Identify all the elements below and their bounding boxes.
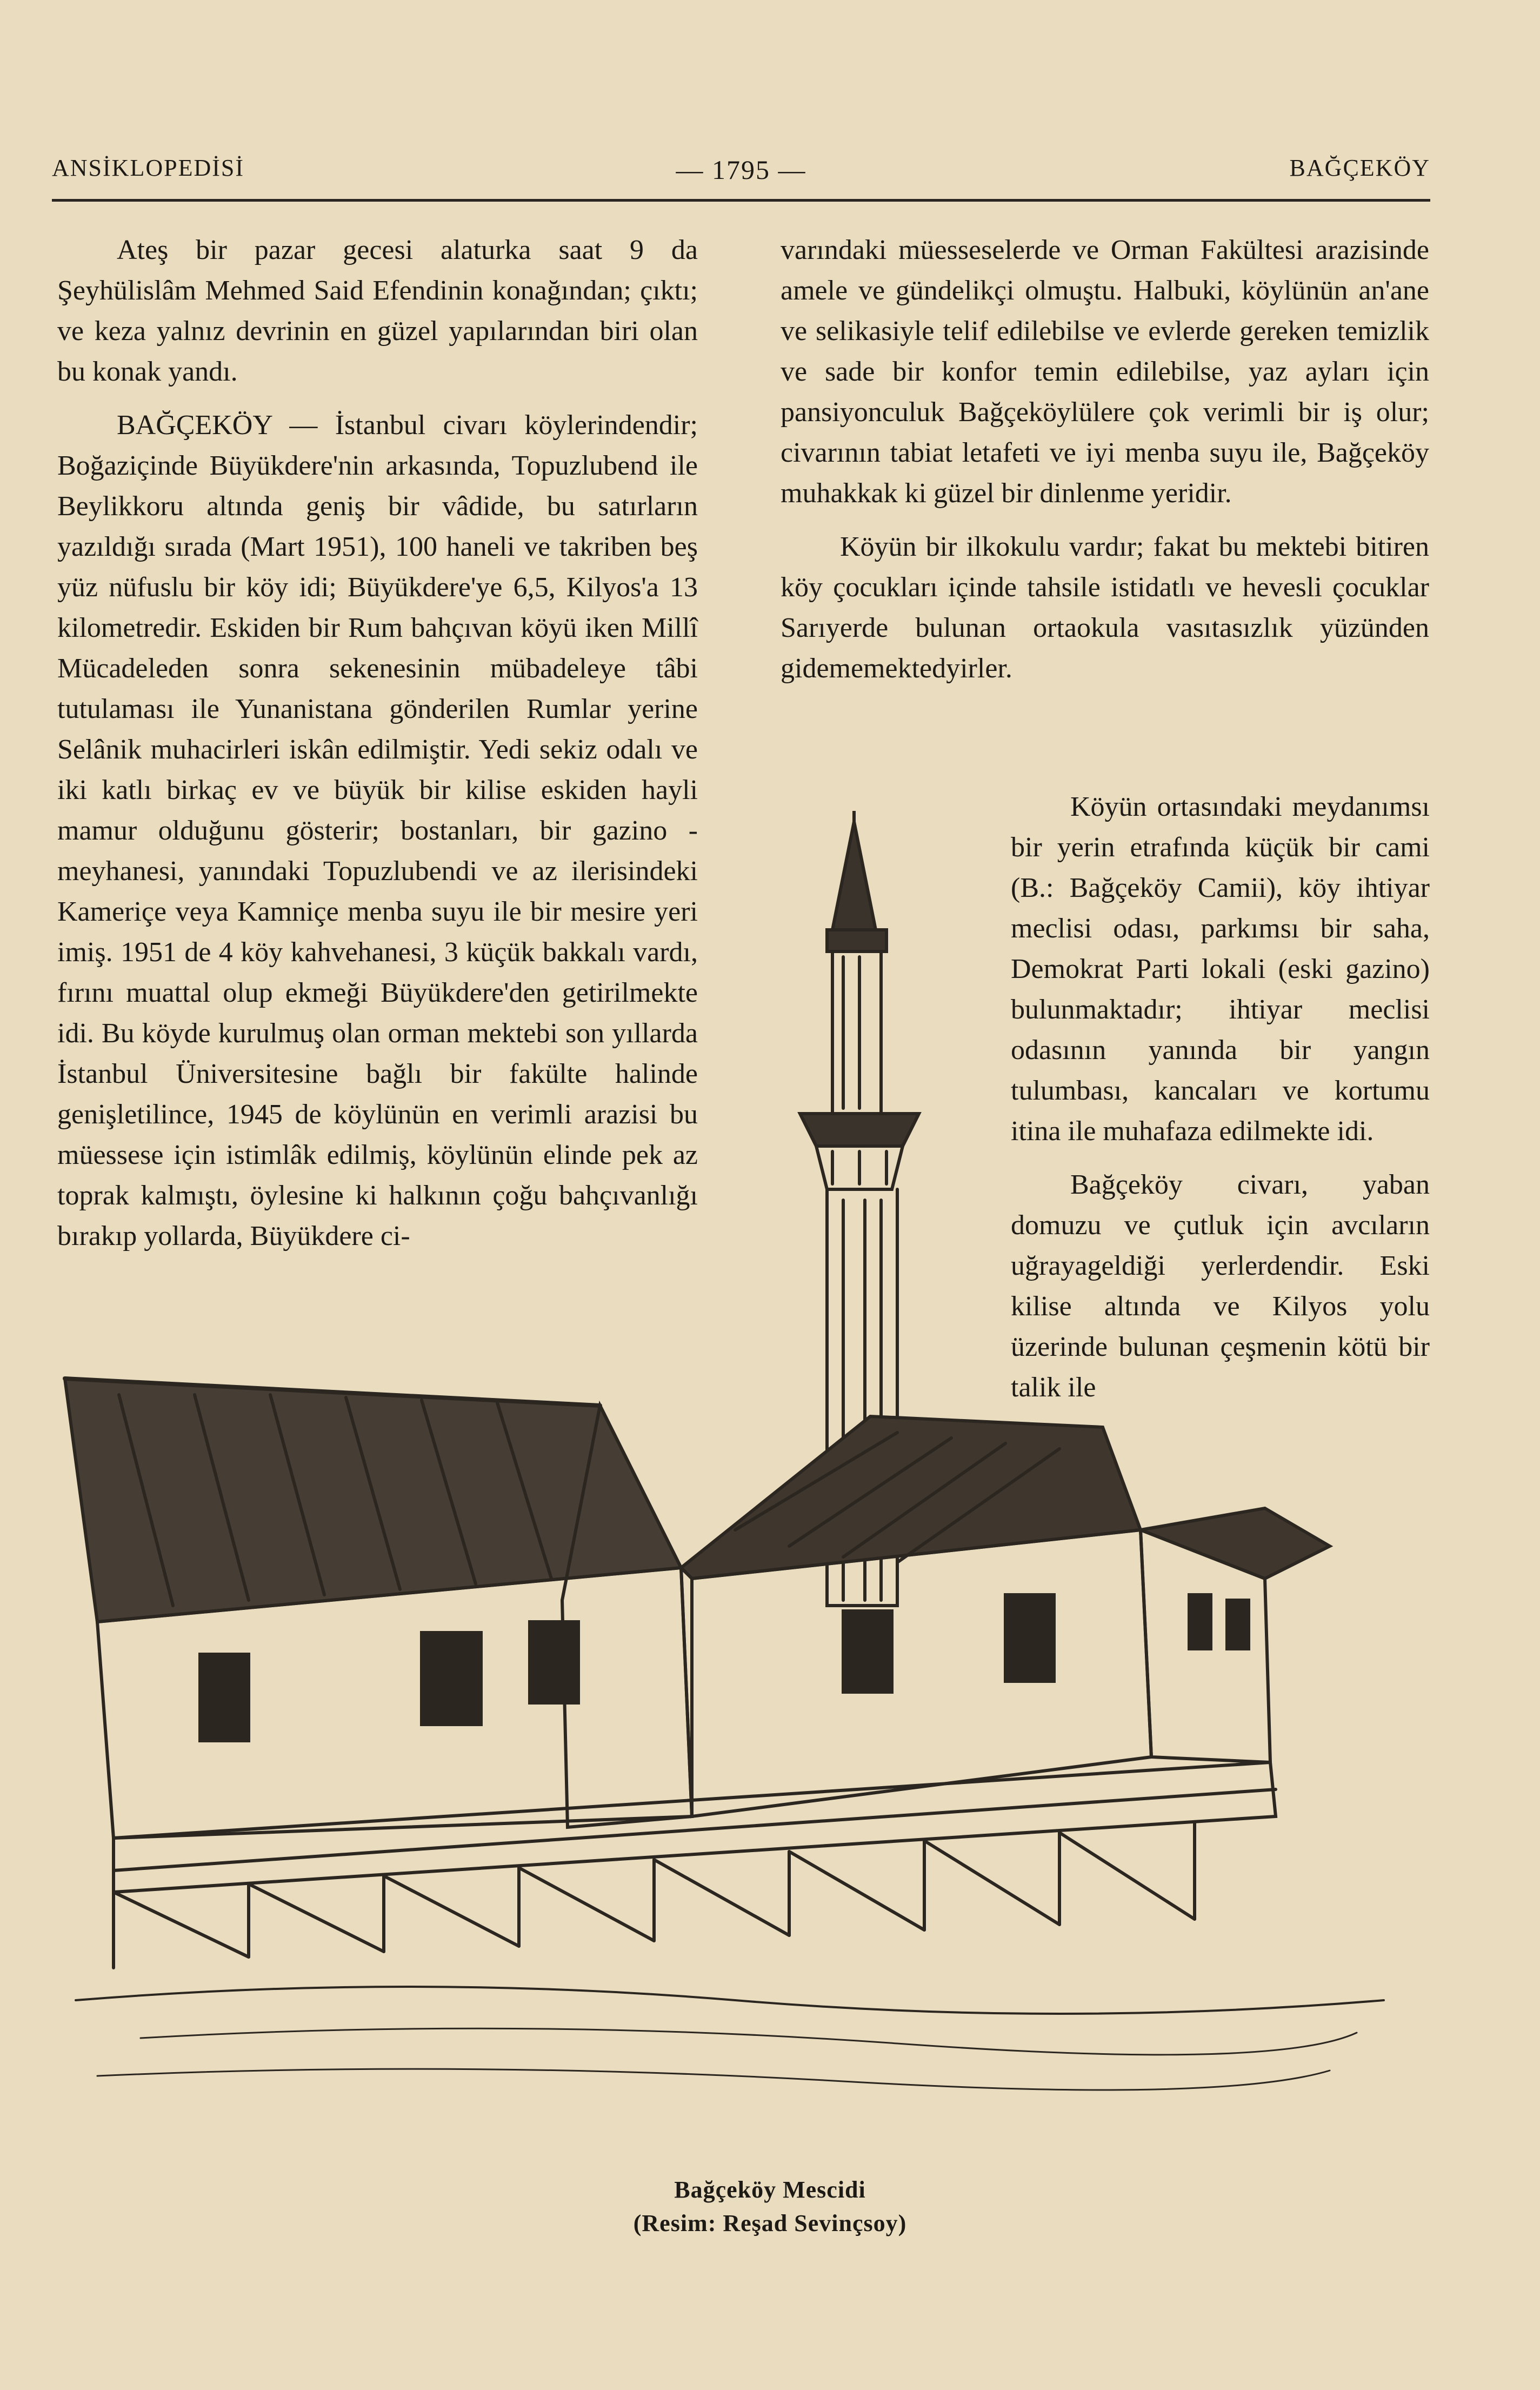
paragraph-bagcekoy-intro: BAĞÇEKÖY — İstanbul civarı köylerindendir; Boğaziçinde Büyükdere'nin arkasında, Topuzlubend ile Beylikkoru altında geniş bir vâdide, bu satırların yazıldığı sırada (Mart 1951), 100 haneli ve takriben beş yüz nüfuslu bir köy idi; Büyükdere'ye 6,5, Kilyos'a 13 kilometredir. Eskiden bir Rum bahçıvan köyü iken Millî Mücadeleden sonra sekenesinin mübadeleye tâbi tutulaması ile Yunanistana gönderilen Rumlar yerine Selânik muhacirleri iskân edilmiştir. Yedi sekiz odalı ve iki katlı birkaç ev ve büyük bir kilise eskiden hayli mamur olduğunu gösterir; bostanları, bir gazino - meyhanesi, yanındaki Topuzlubendi ve az ilerisindeki Kameriçe veya Kamniçe menba suyu ile bir mesire yeri imiş. 1951 de 4 köy kahvehanesi, 3 küçük bakkalı vardı, fırını muattal olup ekmeği Büyükdere'den getirilmekte idi. Bu köyde kurulmuş olan orman mektebi son yıllarda İstanbul Üniversitesine bağlı bir fakülte halinde genişletilince, 1945 de köylünün en verimli arazisi bu müessese için istimlâk edilmiş, köylünün elinde pek az toprak kalmıştı, öylesine ki halkının çoğu bahçıvanlığı bırakıp yollarda, Büyükdere ci- xyxy=(57,410,698,1251)
caption-title: Bağçeköy Mescidi xyxy=(674,2176,866,2203)
caption-credit: (Resim: Reşad Sevinçsoy) xyxy=(633,2210,907,2236)
paragraph-hunting: Bağçeköy civarı, yaban domuzu ve çutluk için avcıların uğrayageldiği yerlerdendir. Eski kilise altında ve Kilyos yolu üzerinde bulunan çeşmenin kötü bir talik ile xyxy=(1011,1169,1430,1403)
illustration-caption xyxy=(0,2173,1540,2240)
page-number: — 1795 — xyxy=(676,155,806,185)
header-encyclopedia: ANSİKLOPEDİSİ xyxy=(52,155,244,181)
paragraph-square: Köyün ortasındaki meydanımsı bir yerin etrafında küçük bir cami (B.: Bağçeköy Camii), köy ihtiyar meclisi odası, parkımsı bir saha, Demokrat Parti lokali (eski gazino) bulunmaktadır; ihtiyar meclisi odasının yanında bir yangın tulumbası, kancaları ve kortumu itina ile muhafaza edilmekte idi. xyxy=(1011,791,1430,1147)
header-rule xyxy=(52,199,1430,202)
page-header xyxy=(52,154,1430,192)
right-column xyxy=(781,230,1429,689)
paragraph-continued: varındaki müesseselerde ve Orman Fakültesi arazisinde amele ve gündelikçi olmuştu. Halbuki, köylünün an'ane ve selikasiyle telif edilebilse ve evlerde gereken temizlik ve sade bir konfor temin edilebilse, yaz ayları için pansiyonculuk Bağçeköylülere çok verimli bir iş olur; civarının tabiat letafeti ve iyi menba suyu ile, Bağçeköy muhakkak ki güzel bir dinlenme yeridir. xyxy=(781,235,1429,509)
header-entry: BAĞÇEKÖY xyxy=(1289,155,1430,181)
mosque-illustration xyxy=(32,811,1438,2130)
paragraph-fire: Ateş bir pazar gecesi alaturka saat 9 da Şeyhülislâm Mehmed Said Efendinin konağından; çıktı; ve keza yalnız devrinin en güzel yapılarından biri olan bu konak yandı. xyxy=(57,235,698,387)
paragraph-school: Köyün bir ilkokulu vardır; fakat bu mektebi bitiren köy çocukları içinde tahsile istidatlı ve hevesli çocuklar Sarıyerde bulunan ortaokula vasıtasızlık yüzünden gidememektedyirler. xyxy=(781,531,1429,684)
